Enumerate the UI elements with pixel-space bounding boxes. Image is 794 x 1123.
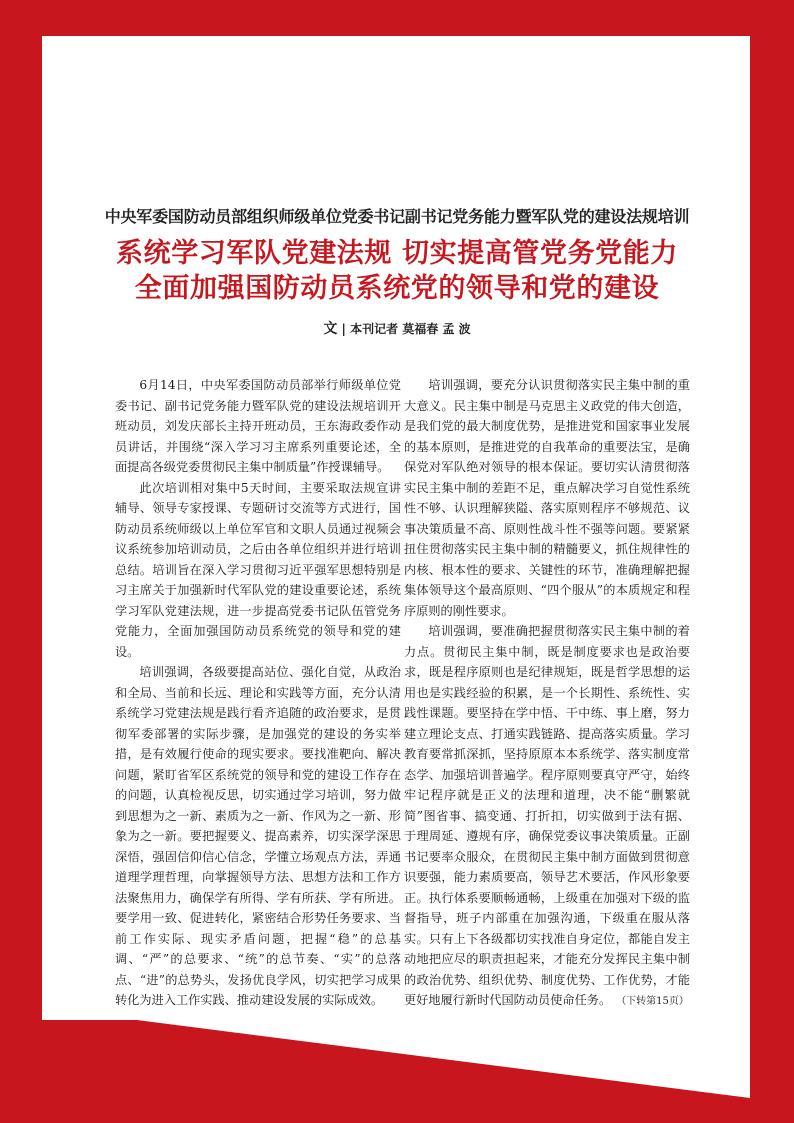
- paragraph: 此次培训相对集中5天时间，主要采取法规宣讲辅导、领导专家授课、专题研讨交流等方式进行，国防动员系统师级以上单位军官和文职人员通过视频会议系统参加培训动员，之后由各单位组织并进行培训总结。培训旨在深入学习贯彻习近平强军思想特别是习主席关于加强新时代军队党的建设重要论述，系统学习军队党建法规，进一步提高党委书记队伍管党务党能力，全面加强国防动员系统党的领导和党的建设。: [115, 480, 401, 659]
- paragraph: 培训强调，各级要提高站位、强化自觉，从政治和全局、当前和长远、理论和实践等方面，充分认清系统学习党建法规是践行看齐追随的政治要求，是贯彻军委部署的实际步骤，是加强党的建设的务实举措，是有效履行使命的现实要求。要找准靶向、解决问题，紧盯省军区系统党的领导和党的建设工作存在的问题，认真检视反思，切实通过学习培训，努力做到思想为之一新、素质为之一新、作风为之一新、形象为之一新。要把握要义、提高素养，切实深学深思深悟，强固信仰信心信念，学懂立场观点方法，弄通道理学理哲理，向掌握领导方法、思想方法和工作方法聚焦用力，确保学有所得、学有所获、学有所进。要学用一致、促进转化，紧密结合形势任务要求、当前工作实际、现实矛盾问题，把握“稳”的总基调、“严”的总要求、“统”的总节奏、“实”的总落点、“进”的总势头，发扬优良学风，切实把学习成果转化为进入工作实践、推动建设发展的实际成效。: [115, 665, 401, 1007]
- paragraph-text: 培训强调，要准确把握贯彻落实民主集中制的着力点。贯彻民主集中制，既是制度要求也是政治要求，既是程序原则也是纪律规矩，既是哲学思想的运用也是实践经验的积累，是一个长期性、系统性、实践性课题。要坚持在学中悟、干中练、事上磨，努力建立理论支点、打通实践链路、提高落实质量。学习教育要常抓深抓，坚持原原本本系统学、落实制度常态学、加强培训普遍学。程序原则要真守严守，始终牢记程序就是正义的法理和道理，决不能“删繁就简”图省事、搞变通、打折扣，切实做到于法有据、于理周延、遵规有序，确保党委议事决策质量。正副书记要率众服众，在贯彻民主集中制方面做到贯彻意识要强，能力素质要高，领导艺术要活，作风形象要正。执行体系要顺畅通畅，上级重在加强对下级的监督指导，班子内部重在加强沟通，下级重在服从落实。只有上下各级都切实找准自身定位，都能自发主动地把应尽的职责担起来，才能充分发挥民主集中制的政治优势、组织优势、制度优势、工作优势，才能更好地履行新时代国防动员使命任务。: [404, 624, 690, 1007]
- page-footer: [540, 1029, 711, 1051]
- right-column: [404, 375, 690, 1013]
- page-number: 05: [689, 1031, 711, 1049]
- footer-divider: |: [680, 1034, 685, 1048]
- paragraph: 培训强调，要充分认识贯彻落实民主集中制的重大意义。民主集中制是马克思主义政党的伟大创造，是我们党的最大制度优势，是推进党和国家事业发展的基本原则，是推进党的自我革命的重要法宝，是确保党对军队绝对领导的根本保证。要切实认清贯彻落实民主集中制的差距不足，重点解决学习自觉性系统性不够、认识理解狭隘、落实原则程序不够规范、议事决策质量不高、原则性战斗性不强等问题。要紧紧扭住贯彻落实民主集中制的精髓要义，抓住规律性的内核、根本性的要求、关键性的环节，准确理解把握集体领导这个最高原则、“四个服从”的本质规定和程序原则的刚性要求。: [404, 378, 690, 618]
- byline: [70, 318, 724, 338]
- paragraph: 6月14日，中央军委国防动员部举行师级单位党委书记、副书记党务能力暨军队党的建设法规培训开班动员，刘发庆部长主持开班动员，王东海政委作动员讲话，并围绕“深入学习习主席系列重要论述，全面提高各级党委贯彻民主集中制质量”作授课辅导。: [115, 378, 401, 474]
- red-frame-left: [0, 0, 42, 1123]
- footer-divider: |: [618, 1034, 623, 1048]
- footer-magazine: 中国民兵: [627, 1034, 676, 1048]
- article-title-line-2: 全面加强国防动员系统党的领导和党的建设: [134, 273, 660, 304]
- article-title-line-1: 系统学习军队党建法规 切实提高管党务党能力: [116, 238, 678, 269]
- red-frame-right: [750, 0, 794, 1123]
- byline-authors: 本刊记者 莫福春 孟 波: [350, 322, 471, 336]
- byline-prefix: 文: [323, 321, 338, 337]
- paragraph: [404, 621, 690, 1013]
- byline-divider: |: [341, 322, 351, 336]
- left-column: [115, 375, 401, 1011]
- footer-issue: 2022.08第1期: [540, 1037, 608, 1048]
- continued-note: （下转第15页）: [621, 996, 689, 1007]
- article-kicker: 中央军委国防动员部组织师级单位党委书记副书记党务能力暨军队党的建设法规培训: [104, 207, 690, 226]
